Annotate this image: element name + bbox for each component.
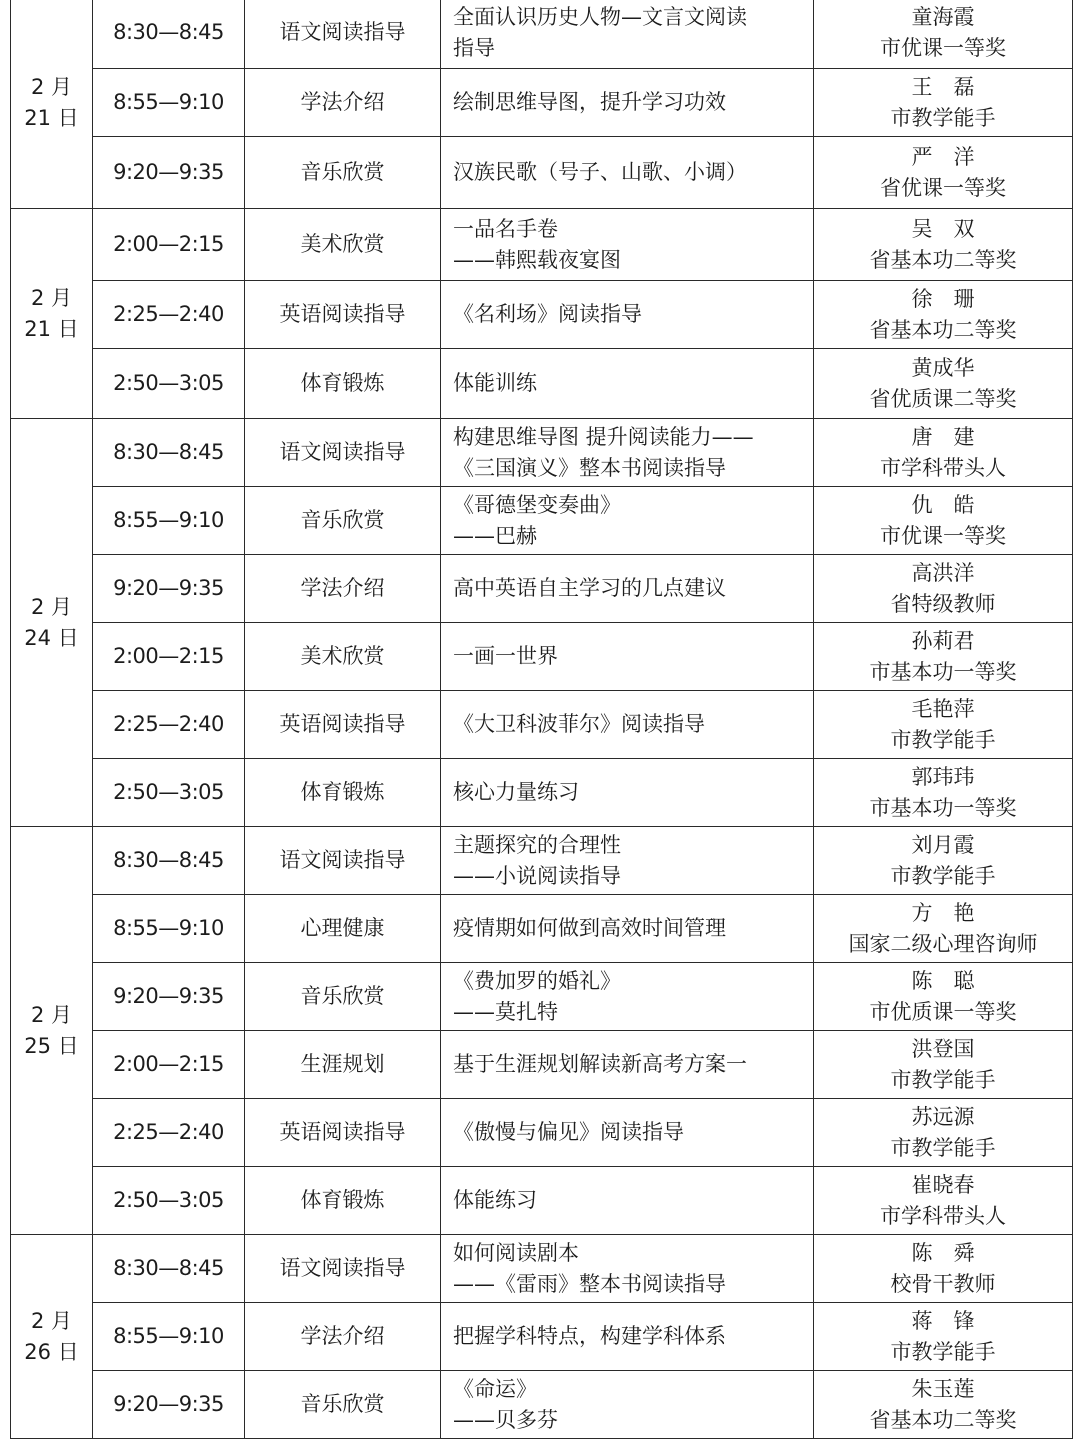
teacher-cell [814,349,1073,419]
topic-line: 基于生涯规划解读新高考方案一 [453,1052,747,1076]
table-row [11,623,1073,691]
topic-cell [441,623,814,691]
schedule-body [11,0,1073,1439]
topic-line: 《傲慢与偏见》阅读指导 [453,1120,684,1144]
teacher-award: 市学科带头人 [880,455,1006,480]
topic-line: 如何阅读剧本 [453,1240,579,1265]
subject-cell: 学法介绍 [245,1303,441,1371]
subject-cell: 音乐欣赏 [245,1371,441,1439]
teacher-name: 崔晓春 [911,1172,975,1197]
subject-cell: 学法介绍 [245,555,441,623]
time-cell: 8:55—9:10 [93,1303,245,1371]
topic-cell [441,1303,814,1371]
table-row [11,1031,1073,1099]
date-cell [11,0,93,209]
topic-line: ——巴赫 [453,523,537,548]
subject-cell: 美术欣赏 [245,623,441,691]
teacher-cell [814,963,1073,1031]
topic-cell [441,1031,814,1099]
teacher-cell [814,137,1073,209]
table-row [11,487,1073,555]
time-cell: 8:55—9:10 [93,895,245,963]
date-line: 2 月 [30,74,73,99]
teacher-award: 市优课一等奖 [880,523,1006,548]
teacher-name: 童海霞 [911,4,975,29]
teacher-cell [814,1099,1073,1167]
date-cell [11,419,93,827]
topic-cell [441,419,814,487]
topic-line: 核心力量练习 [453,780,579,804]
teacher-name: 毛艳萍 [911,696,975,721]
teacher-cell [814,1303,1073,1371]
topic-cell [441,69,814,137]
subject-cell: 语文阅读指导 [245,1235,441,1303]
topic-line: 一画一世界 [453,644,558,668]
teacher-award: 市教学能手 [890,1135,996,1160]
teacher-award: 市基本功一等奖 [869,659,1017,684]
date-line: 2 月 [30,1002,73,1027]
table-row [11,1167,1073,1235]
topic-line: 一品名手卷 [453,216,558,241]
teacher-cell [814,691,1073,759]
teacher-cell [814,759,1073,827]
topic-line: 体能练习 [453,1188,537,1212]
topic-cell [441,963,814,1031]
table-row [11,419,1073,487]
teacher-name: 孙莉君 [911,628,975,653]
time-cell: 2:50—3:05 [93,759,245,827]
topic-line: 《费加罗的婚礼》 [453,968,621,993]
topic-cell [441,827,814,895]
topic-cell [441,555,814,623]
table-row [11,759,1073,827]
date-line: 21 日 [24,316,79,341]
teacher-cell [814,1235,1073,1303]
topic-cell [441,1371,814,1439]
topic-line: ——韩熙载夜宴图 [453,247,621,272]
topic-line: ——《雷雨》整本书阅读指导 [453,1271,726,1296]
teacher-name: 吴 双 [911,216,975,241]
subject-cell: 语文阅读指导 [245,0,441,69]
teacher-name: 仇 皓 [911,492,975,517]
topic-cell [441,349,814,419]
teacher-name: 苏远源 [911,1104,975,1129]
time-cell: 8:30—8:45 [93,827,245,895]
topic-line: 《名利场》阅读指导 [453,302,642,326]
schedule-table [10,0,1073,1439]
table-row [11,69,1073,137]
teacher-award: 市优质课一等奖 [869,999,1017,1024]
subject-cell: 音乐欣赏 [245,963,441,1031]
date-cell [11,209,93,419]
date-line: 2 月 [30,594,73,619]
topic-line: 构建思维导图 提升阅读能力—— [453,424,754,449]
teacher-name: 严 洋 [911,144,975,169]
topic-cell [441,137,814,209]
teacher-cell [814,69,1073,137]
teacher-cell [814,555,1073,623]
topic-line: ——贝多芬 [453,1407,558,1432]
teacher-award: 校骨干教师 [890,1271,996,1296]
time-cell: 2:50—3:05 [93,349,245,419]
teacher-name: 方 艳 [911,900,975,925]
topic-cell [441,691,814,759]
subject-cell: 语文阅读指导 [245,419,441,487]
topic-cell [441,759,814,827]
topic-line: ——小说阅读指导 [453,863,621,888]
table-row [11,137,1073,209]
teacher-name: 陈 舜 [911,1240,975,1265]
teacher-award: 市教学能手 [890,105,996,130]
subject-cell: 生涯规划 [245,1031,441,1099]
teacher-name: 陈 聪 [911,968,975,993]
date-line: 24 日 [24,625,79,650]
table-row [11,555,1073,623]
time-cell: 9:20—9:35 [93,1371,245,1439]
teacher-award: 省基本功二等奖 [869,1407,1017,1432]
table-row [11,349,1073,419]
topic-line: 绘制思维导图，提升学习功效 [453,90,726,114]
teacher-award: 市教学能手 [890,727,996,752]
topic-line: 指导 [453,35,495,60]
table-row [11,827,1073,895]
teacher-award: 市基本功一等奖 [869,795,1017,820]
table-row [11,1099,1073,1167]
topic-cell [441,1235,814,1303]
topic-cell [441,1099,814,1167]
topic-line: 把握学科特点，构建学科体系 [453,1324,726,1348]
table-row [11,281,1073,349]
table-row [11,1235,1073,1303]
table-row [11,1303,1073,1371]
teacher-name: 黄成华 [911,355,975,380]
topic-line: 汉族民歌（号子、山歌、小调） [453,160,747,184]
subject-cell: 体育锻炼 [245,1167,441,1235]
date-line: 2 月 [30,285,73,310]
date-line: 26 日 [24,1339,79,1364]
time-cell: 2:00—2:15 [93,1031,245,1099]
topic-cell [441,209,814,281]
table-row [11,691,1073,759]
teacher-cell [814,895,1073,963]
time-cell: 9:20—9:35 [93,137,245,209]
teacher-cell [814,419,1073,487]
time-cell: 9:20—9:35 [93,963,245,1031]
teacher-award: 市教学能手 [890,1067,996,1092]
teacher-name: 徐 珊 [911,286,975,311]
topic-cell [441,487,814,555]
teacher-award: 市教学能手 [890,1339,996,1364]
topic-line: 《命运》 [453,1376,537,1401]
subject-cell: 音乐欣赏 [245,487,441,555]
teacher-award: 省基本功二等奖 [869,317,1017,342]
time-cell: 8:30—8:45 [93,1235,245,1303]
subject-cell: 体育锻炼 [245,349,441,419]
topic-line: 主题探究的合理性 [453,832,621,857]
time-cell: 8:30—8:45 [93,0,245,69]
subject-cell: 英语阅读指导 [245,691,441,759]
time-cell: 8:55—9:10 [93,69,245,137]
time-cell: 2:25—2:40 [93,1099,245,1167]
teacher-award: 省基本功二等奖 [869,247,1017,272]
teacher-cell [814,827,1073,895]
time-cell: 2:00—2:15 [93,209,245,281]
teacher-name: 唐 建 [911,424,975,449]
teacher-cell [814,0,1073,69]
teacher-name: 洪登国 [911,1036,975,1061]
topic-line: 《哥德堡变奏曲》 [453,492,621,517]
teacher-award: 国家二级心理咨询师 [848,931,1038,956]
subject-cell: 学法介绍 [245,69,441,137]
subject-cell: 语文阅读指导 [245,827,441,895]
subject-cell: 英语阅读指导 [245,281,441,349]
teacher-award: 市学科带头人 [880,1203,1006,1228]
date-line: 25 日 [24,1033,79,1058]
topic-cell [441,1167,814,1235]
topic-line: 疫情期如何做到高效时间管理 [453,916,726,940]
date-cell [11,1235,93,1439]
topic-cell [441,0,814,69]
topic-cell [441,895,814,963]
date-line: 2 月 [30,1308,73,1333]
topic-line: ——莫扎特 [453,999,558,1024]
table-row [11,895,1073,963]
time-cell: 2:25—2:40 [93,691,245,759]
topic-cell [441,281,814,349]
subject-cell: 美术欣赏 [245,209,441,281]
teacher-name: 蒋 锋 [911,1308,975,1333]
subject-cell: 音乐欣赏 [245,137,441,209]
teacher-cell [814,623,1073,691]
subject-cell: 英语阅读指导 [245,1099,441,1167]
date-line: 21 日 [24,105,79,130]
topic-line: 体能训练 [453,371,537,395]
time-cell: 8:55—9:10 [93,487,245,555]
teacher-name: 郭玮玮 [911,764,975,789]
teacher-cell [814,1371,1073,1439]
teacher-award: 省优质课二等奖 [869,386,1017,411]
topic-line: 全面认识历史人物—文言文阅读 [453,4,747,29]
topic-line: 高中英语自主学习的几点建议 [453,576,726,600]
topic-line: 《大卫科波菲尔》阅读指导 [453,712,705,736]
teacher-cell [814,209,1073,281]
time-cell: 9:20—9:35 [93,555,245,623]
teacher-cell [814,281,1073,349]
subject-cell: 心理健康 [245,895,441,963]
table-row [11,963,1073,1031]
teacher-name: 刘月霞 [911,832,975,857]
teacher-award: 省特级教师 [890,591,996,616]
time-cell: 8:30—8:45 [93,419,245,487]
table-row [11,1371,1073,1439]
time-cell: 2:25—2:40 [93,281,245,349]
teacher-award: 市教学能手 [890,863,996,888]
teacher-award: 市优课一等奖 [880,35,1006,60]
topic-line: 《三国演义》整本书阅读指导 [453,455,726,480]
teacher-name: 高洪洋 [911,560,975,585]
teacher-name: 朱玉莲 [911,1376,975,1401]
teacher-name: 王 磊 [911,74,975,99]
teacher-cell [814,1031,1073,1099]
table-row [11,209,1073,281]
time-cell: 2:50—3:05 [93,1167,245,1235]
subject-cell: 体育锻炼 [245,759,441,827]
teacher-cell [814,1167,1073,1235]
teacher-award: 省优课一等奖 [880,175,1006,200]
teacher-cell [814,487,1073,555]
date-cell [11,827,93,1235]
time-cell: 2:00—2:15 [93,623,245,691]
table-row [11,0,1073,69]
